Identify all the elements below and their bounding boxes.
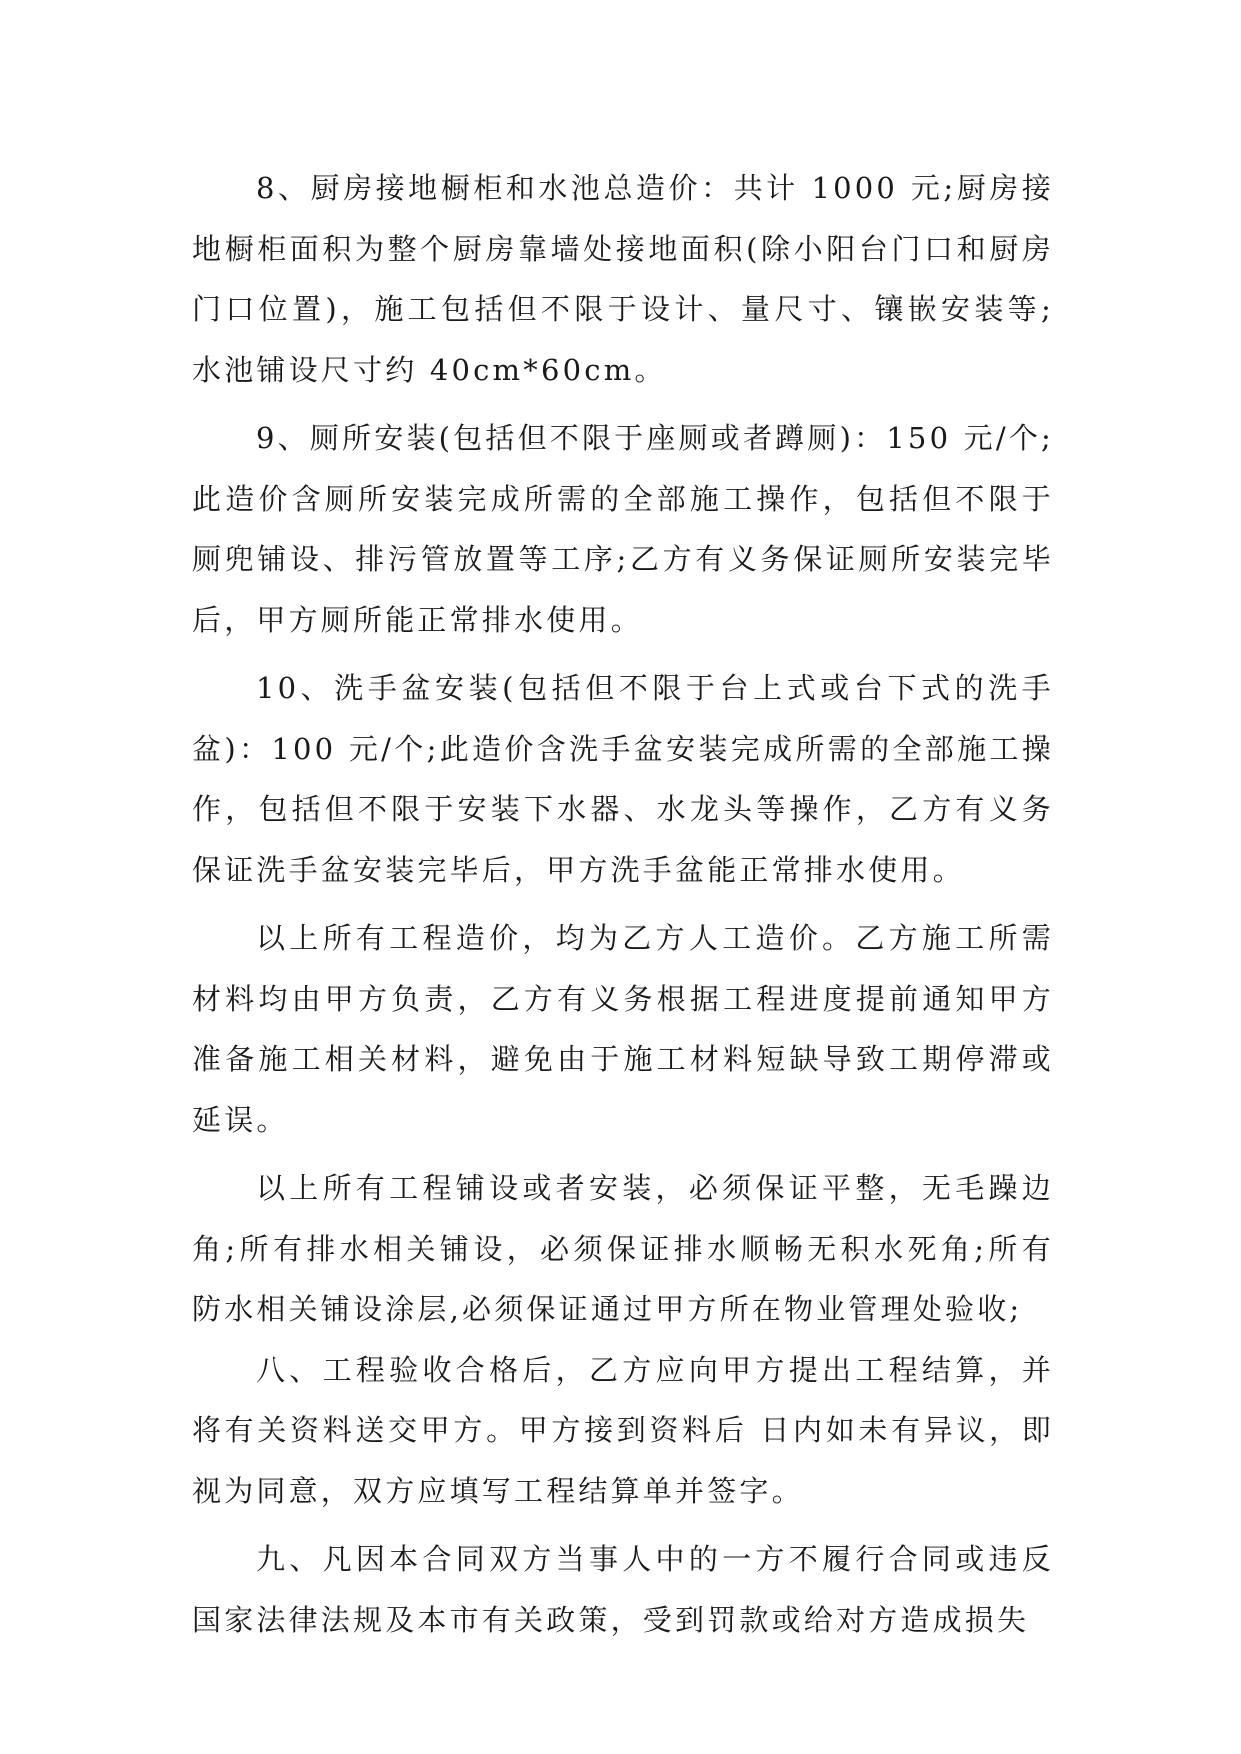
paragraph-clause-nine: 九、凡因本合同双方当事人中的一方不履行合同或违反国家法律法规及本市有关政策，受到罚款或给对方造成损失 — [192, 1542, 1054, 1637]
paragraph-clause-eight: 八、工程验收合格后，乙方应向甲方提出工程结算，并将有关资料送交甲方。甲方接到资料后 日内如未有异议，即视为同意，双方应填写工程结算单并签字。 — [192, 1352, 1054, 1508]
paragraph-toilet-install: 9、厕所安装(包括但不限于座厕或者蹲厕)：150 元/个;此造价含厕所安装完成所需的全部施工操作，包括但不限于厕兜铺设、排污管放置等工序;乙方有义务保证厕所安装完毕后，甲方厕所能正常排水使用。 — [192, 421, 1054, 637]
document-body — [192, 158, 1054, 1650]
paragraph-kitchen-cabinet: 8、厨房接地橱柜和水池总造价：共计 1000 元;厨房接地橱柜面积为整个厨房靠墙处接地面积(除小阳台门口和厨房门口位置)，施工包括但不限于设计、量尺寸、镶嵌安装等;水池铺设尺寸约 40cm*60cm。 — [192, 171, 1054, 387]
paragraph-labor-cost-note: 以上所有工程造价，均为乙方人工造价。乙方施工所需材料均由甲方负责，乙方有义务根据工程进度提前通知甲方准备施工相关材料，避免由于施工材料短缺导致工期停滞或延误。 — [192, 921, 1054, 1137]
paragraph-washbasin-install: 10、洗手盆安装(包括但不限于台上式或台下式的洗手盆)：100 元/个;此造价含洗手盆安装完成所需的全部施工操作，包括但不限于安装下水器、水龙头等操作，乙方有义务保证洗手盆安装完毕后，甲方洗手盆能正常排水使用。 — [192, 671, 1054, 887]
paragraph-quality-requirements: 以上所有工程铺设或者安装，必须保证平整，无毛躁边角;所有排水相关铺设，必须保证排水顺畅无积水死角;所有防水相关铺设涂层,必须保证通过甲方所在物业管理处验收; — [192, 1171, 1054, 1326]
